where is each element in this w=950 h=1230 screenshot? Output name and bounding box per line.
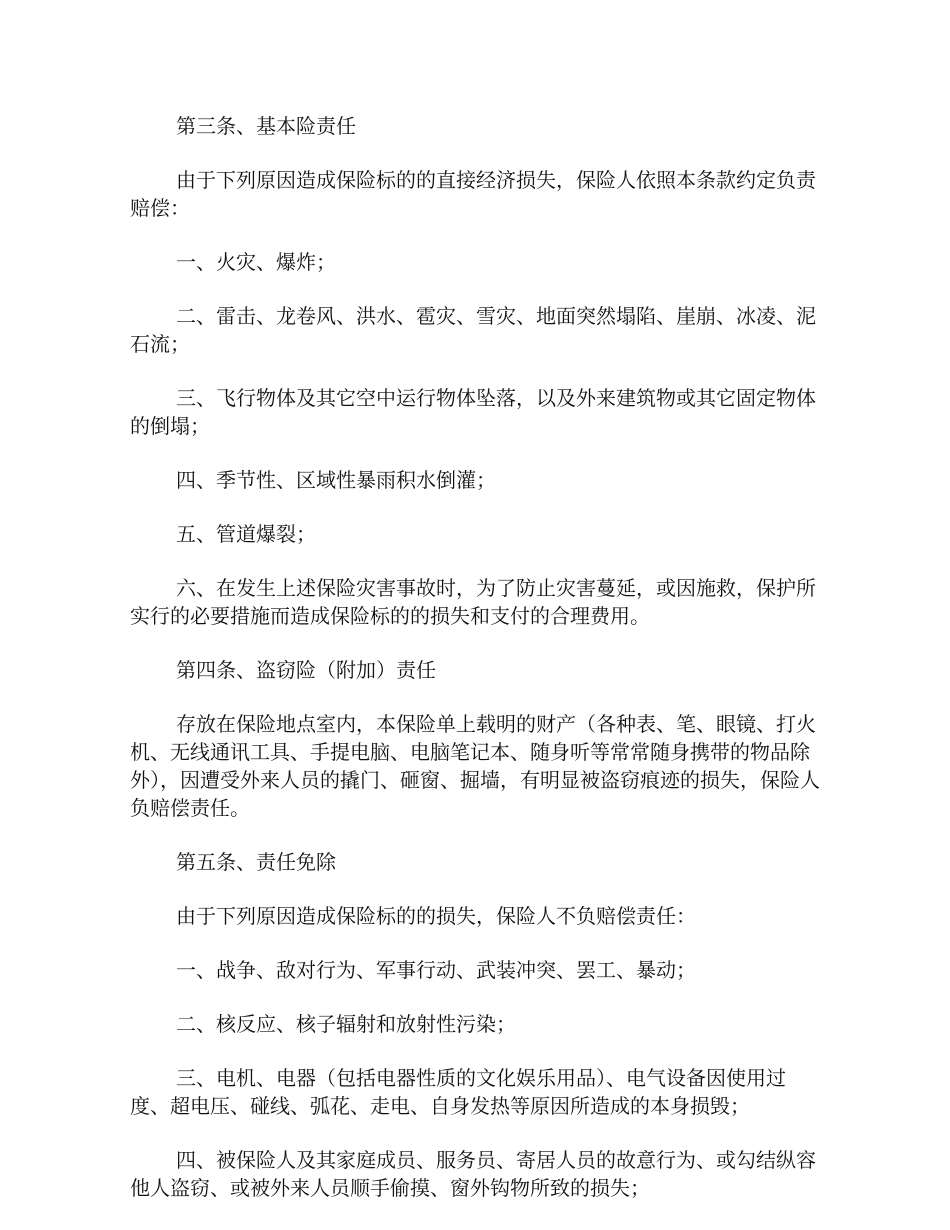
article-5-item-4: 四、被保险人及其家庭成员、服务员、寄居人员的故意行为、或勾结纵容他人盗窃、或被外来人员顺手偷摸、窗外钩物所致的损失；	[130, 1148, 816, 1200]
article-3-item-2: 二、雷击、龙卷风、洪水、雹灾、雪灾、地面突然塌陷、崖崩、冰凌、泥石流；	[130, 304, 816, 356]
article-5-item-2: 二、核反应、核子辐射和放射性污染；	[176, 1012, 516, 1036]
document-body	[130, 112, 820, 1228]
article-4-body: 存放在保险地点室内，本保险单上载明的财产（各种表、笔、眼镜、打火机、无线通讯工具、手提电脑、电脑笔记本、随身听等常常随身携带的物品除外），因遭受外来人员的撬门、砸窗、掘墙，有明显被盗窃痕迹的损失，保险人负赔偿责任。	[130, 712, 820, 820]
article-5-intro: 由于下列原因造成保险标的的损失，保险人不负赔偿责任：	[176, 904, 696, 928]
article-5-item-1: 一、战争、敌对行为、军事行动、武装冲突、罢工、暴动；	[176, 958, 696, 982]
article-3-item-4: 四、季节性、区域性暴雨积水倒灌；	[176, 468, 496, 492]
article-3-item-1: 一、火灾、爆炸；	[176, 250, 336, 274]
article-3-heading: 第三条、基本险责任	[176, 114, 356, 138]
article-3-item-5: 五、管道爆裂；	[176, 522, 316, 546]
article-3-item-6: 六、在发生上述保险灾害事故时，为了防止灾害蔓延，或因施救，保护所实行的必要措施而造成保险标的的损失和支付的合理费用。	[130, 576, 816, 628]
article-5-heading: 第五条、责任免除	[176, 850, 336, 874]
article-5-item-3: 三、电机、电器（包括电器性质的文化娱乐用品）、电气设备因使用过度、超电压、碰线、弧花、走电、自身发热等原因所造成的本身损毁；	[130, 1066, 786, 1118]
article-3-item-3: 三、飞行物体及其它空中运行物体坠落，以及外来建筑物或其它固定物体的倒塌；	[130, 386, 816, 438]
article-4-heading: 第四条、盗窃险（附加）责任	[176, 658, 436, 682]
article-3-intro: 由于下列原因造成保险标的的直接经济损失，保险人依照本条款约定负责赔偿：	[130, 168, 816, 220]
